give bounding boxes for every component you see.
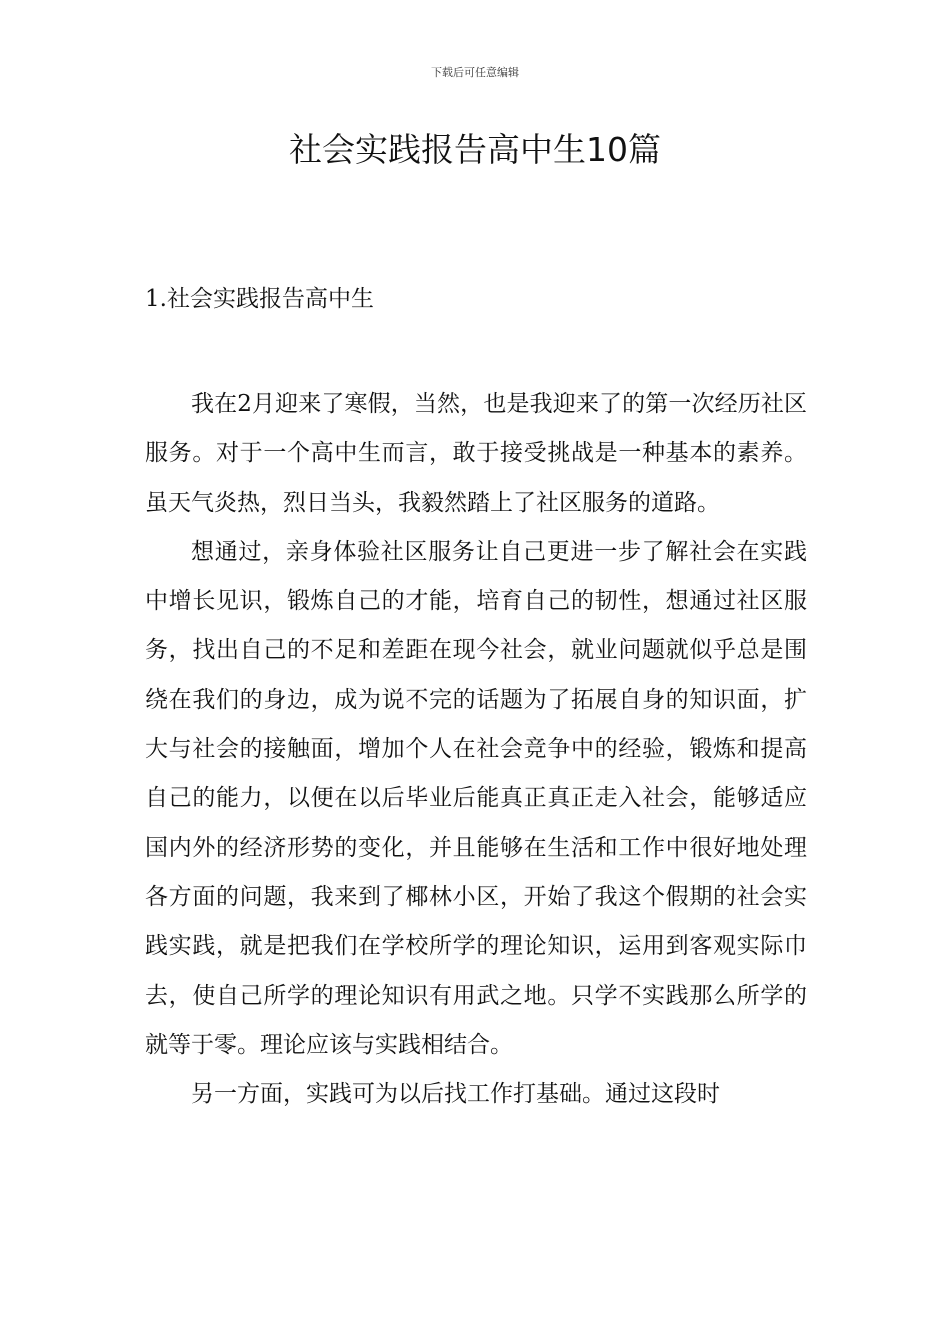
- document-title: 社会实践报告高中生10篇: [289, 130, 661, 169]
- header-note: 下载后可任意编辑: [431, 66, 519, 79]
- paragraph: 想通过，亲身体验社区服务让自己更进一步了解社会在实践中增长见识，锻炼自己的才能，培育自己的韧性，想通过社区服务，找出自己的不足和差距在现今社会，就业问题就似乎总是围绕在我们的身边，成为说不完的话题为了拓展自身的知识面，扩大与社会的接触面，增加个人在社会竞争中的经验，锻炼和提高自己的能力，以便在以后毕业后能真正真正走入社会，能够适应国内外的经济形势的变化，并且能够在生活和工作中很好地处理各方面的问题，我来到了椰林小区，开始了我这个假期的社会实践实践，就是把我们在学校所学的理论知识，运用到客观实际巾去，使自己所学的理论知识有用武之地。只学不实践那么所学的就等于零。理论应该与实践相结合。: [145, 538, 807, 1058]
- body-text: [145, 380, 807, 1119]
- section-heading: 1.社会实践报告高中生: [145, 286, 374, 312]
- paragraph: 我在2月迎来了寒假，当然，也是我迎来了的第一次经历社区服务。对于一个高中生而言，敢于接受挑战是一种基本的素养。虽天气炎热，烈日当头，我毅然踏上了社区服务的道路。: [145, 391, 807, 516]
- paragraph: 另一方面，实践可为以后找工作打基础。通过这段时: [191, 1081, 720, 1108]
